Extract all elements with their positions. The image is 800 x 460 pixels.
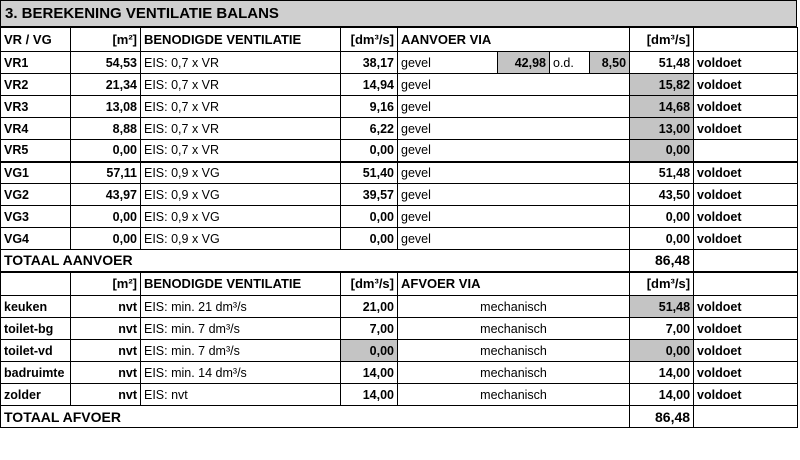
extra-value: 42,98 (498, 52, 550, 74)
room-area: 13,08 (71, 96, 141, 118)
exhaust-row (1, 384, 798, 406)
supply-row (1, 96, 798, 118)
room-area: nvt (71, 384, 141, 406)
supply-via: gevel (398, 184, 630, 206)
exhaust-row (1, 340, 798, 362)
exhaust-header-row (1, 272, 798, 296)
supply-via: gevel (398, 228, 630, 250)
status-text: voldoet (694, 162, 798, 184)
room-name: keuken (1, 296, 71, 318)
supply-via: gevel (398, 140, 630, 162)
room-name: VG2 (1, 184, 71, 206)
exhausted-flow: 0,00 (630, 340, 694, 362)
supply-row (1, 228, 798, 250)
supply-row (1, 162, 798, 184)
supply-via: gevel (398, 206, 630, 228)
supply-row (1, 118, 798, 140)
required-flow: 0,00 (341, 340, 398, 362)
status-text: voldoet (694, 318, 798, 340)
header-flow-unit: [dm³/s] (341, 28, 398, 52)
supplied-flow: 0,00 (630, 206, 694, 228)
exhaust-via: mechanisch (398, 340, 630, 362)
required-flow: 14,94 (341, 74, 398, 96)
required-flow: 51,40 (341, 162, 398, 184)
supply-via: gevel (398, 96, 630, 118)
status-text: voldoet (694, 296, 798, 318)
section-title: 3. BEREKENING VENTILATIE BALANS (0, 0, 797, 27)
room-area: 57,11 (71, 162, 141, 184)
total-status (694, 250, 798, 272)
room-area: nvt (71, 318, 141, 340)
required-flow: 6,22 (341, 118, 398, 140)
supply-row (1, 74, 798, 96)
header-area-unit: [m²] (71, 28, 141, 52)
requirement-rule: EIS: nvt (141, 384, 341, 406)
supplied-flow: 14,68 (630, 96, 694, 118)
requirement-rule: EIS: 0,7 x VR (141, 140, 341, 162)
status-text: voldoet (694, 362, 798, 384)
requirement-rule: EIS: 0,9 x VG (141, 184, 341, 206)
header-via: AFVOER VIA (398, 272, 630, 296)
requirement-rule: EIS: min. 7 dm³/s (141, 340, 341, 362)
requirement-rule: EIS: 0,7 x VR (141, 52, 341, 74)
room-name: VR2 (1, 74, 71, 96)
header-required: BENODIGDE VENTILATIE (141, 272, 341, 296)
supply-header-row (1, 28, 798, 52)
room-name: VR5 (1, 140, 71, 162)
room-name: toilet-vd (1, 340, 71, 362)
required-flow: 0,00 (341, 206, 398, 228)
exhausted-flow: 51,48 (630, 296, 694, 318)
requirement-rule: EIS: 0,9 x VG (141, 228, 341, 250)
requirement-rule: EIS: 0,9 x VG (141, 162, 341, 184)
requirement-rule: EIS: min. 14 dm³/s (141, 362, 341, 384)
requirement-rule: EIS: min. 7 dm³/s (141, 318, 341, 340)
room-name: VG3 (1, 206, 71, 228)
room-name: VR4 (1, 118, 71, 140)
room-name: zolder (1, 384, 71, 406)
room-area: 8,88 (71, 118, 141, 140)
total-status (694, 406, 798, 428)
status-text: voldoet (694, 52, 798, 74)
exhaust-via: mechanisch (398, 296, 630, 318)
room-name: VR1 (1, 52, 71, 74)
supply-row (1, 184, 798, 206)
room-area: 43,97 (71, 184, 141, 206)
exhausted-flow: 7,00 (630, 318, 694, 340)
supply-via: gevel (398, 74, 630, 96)
room-name: VG4 (1, 228, 71, 250)
header-required: BENODIGDE VENTILATIE (141, 28, 341, 52)
required-flow: 14,00 (341, 362, 398, 384)
room-area: 0,00 (71, 206, 141, 228)
table-body (1, 28, 798, 428)
exhaust-row (1, 318, 798, 340)
header-via: AANVOER VIA (398, 28, 630, 52)
requirement-rule: EIS: 0,7 x VR (141, 96, 341, 118)
total-value: 86,48 (630, 406, 694, 428)
status-text: voldoet (694, 184, 798, 206)
header-status (694, 28, 798, 52)
supply-via: gevel (398, 118, 630, 140)
header-name (1, 272, 71, 296)
room-area: 0,00 (71, 140, 141, 162)
extra-label: o.d. (550, 52, 590, 74)
header-flow-unit: [dm³/s] (341, 272, 398, 296)
room-name: toilet-bg (1, 318, 71, 340)
supplied-flow: 43,50 (630, 184, 694, 206)
supplied-flow: 51,48 (630, 162, 694, 184)
supplied-flow: 15,82 (630, 74, 694, 96)
status-text: voldoet (694, 206, 798, 228)
supplied-flow: 51,48 (630, 52, 694, 74)
header-result-unit: [dm³/s] (630, 272, 694, 296)
total-value: 86,48 (630, 250, 694, 272)
supply-total-row (1, 250, 798, 272)
requirement-rule: EIS: 0,9 x VG (141, 206, 341, 228)
status-text: voldoet (694, 118, 798, 140)
room-area: 0,00 (71, 228, 141, 250)
exhaust-via: mechanisch (398, 362, 630, 384)
header-area-unit: [m²] (71, 272, 141, 296)
status-text: voldoet (694, 384, 798, 406)
exhausted-flow: 14,00 (630, 362, 694, 384)
required-flow: 0,00 (341, 228, 398, 250)
supplied-flow: 13,00 (630, 118, 694, 140)
required-flow: 38,17 (341, 52, 398, 74)
status-text: voldoet (694, 96, 798, 118)
status-text: voldoet (694, 340, 798, 362)
exhaust-row (1, 296, 798, 318)
header-result-unit: [dm³/s] (630, 28, 694, 52)
required-flow: 0,00 (341, 140, 398, 162)
room-area: nvt (71, 296, 141, 318)
header-name: VR / VG (1, 28, 71, 52)
requirement-rule: EIS: 0,7 x VR (141, 74, 341, 96)
room-name: badruimte (1, 362, 71, 384)
status-text: voldoet (694, 228, 798, 250)
requirement-rule: EIS: 0,7 x VR (141, 118, 341, 140)
supply-via: gevel (398, 52, 498, 74)
room-area: nvt (71, 340, 141, 362)
exhaust-via: mechanisch (398, 318, 630, 340)
total-label: TOTAAL AANVOER (1, 250, 630, 272)
exhaust-via: mechanisch (398, 384, 630, 406)
requirement-rule: EIS: min. 21 dm³/s (141, 296, 341, 318)
required-flow: 39,57 (341, 184, 398, 206)
supply-row (1, 52, 798, 74)
exhaust-total-row (1, 406, 798, 428)
header-status (694, 272, 798, 296)
required-flow: 7,00 (341, 318, 398, 340)
room-area: 54,53 (71, 52, 141, 74)
supplied-flow: 0,00 (630, 140, 694, 162)
status-text: voldoet (694, 74, 798, 96)
room-area: nvt (71, 362, 141, 384)
exhausted-flow: 14,00 (630, 384, 694, 406)
required-flow: 21,00 (341, 296, 398, 318)
extra-value-2: 8,50 (590, 52, 630, 74)
room-name: VR3 (1, 96, 71, 118)
supplied-flow: 0,00 (630, 228, 694, 250)
required-flow: 9,16 (341, 96, 398, 118)
room-area: 21,34 (71, 74, 141, 96)
supply-row (1, 140, 798, 162)
exhaust-row (1, 362, 798, 384)
required-flow: 14,00 (341, 384, 398, 406)
status-text (694, 140, 798, 162)
supply-row (1, 206, 798, 228)
room-name: VG1 (1, 162, 71, 184)
ventilation-table (0, 27, 798, 428)
total-label: TOTAAL AFVOER (1, 406, 630, 428)
supply-via: gevel (398, 162, 630, 184)
